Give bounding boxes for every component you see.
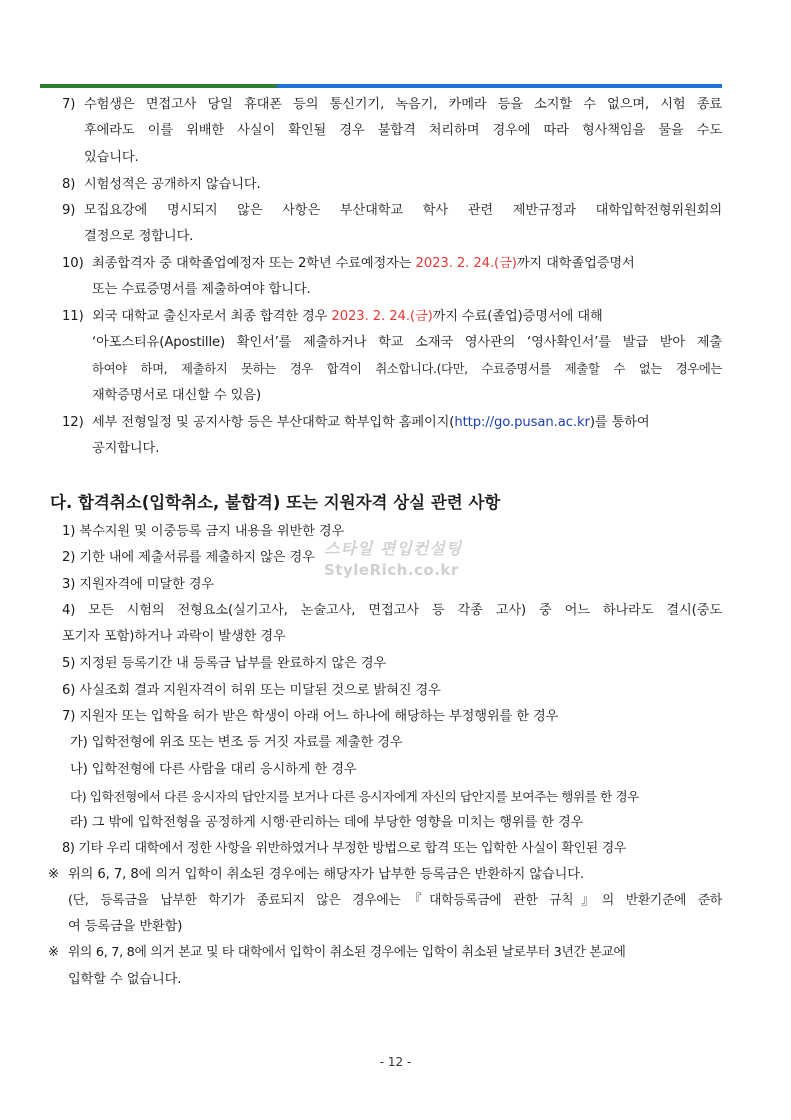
item-text: 공지합니다.: [92, 441, 160, 456]
item-text: 후에라도 이를 위배한 사실이 확인될 경우 불합격 처리하며 경우에 따라 형사책임을 물을 수도: [84, 123, 722, 138]
item-text: 하여야 하며, 제출하지 못하는 경우 합격이 취소합니다.(다만, 수료증명서를 제출할 수 없는 경우에는: [92, 361, 722, 376]
item-number: 10): [62, 256, 84, 271]
note-text: (단, 등록금을 납부한 학기가 종료되지 않은 경우에는『대학등록금에 관한 규칙』의 반환기준에 준하: [68, 893, 722, 908]
list-item: 8) 기타 우리 대학에서 정한 사항을 위반하였거나 부정한 방법으로 합격 또는 입학한 사실이 확인된 경우: [62, 841, 627, 856]
note-text: 위의 6, 7, 8에 의거 입학이 취소된 경우에는 해당자가 납부한 등록금은 반환하지 않습니다.: [68, 867, 584, 882]
item-number: 8): [62, 177, 76, 192]
item-text: 있습니다.: [84, 150, 139, 165]
item-text: 또는 수료증명서를 제출하여야 합니다.: [92, 282, 311, 297]
item-text: 최종합격자 중 대학졸업예정자 또는 2학년 수료예정자는 2023. 2. 24.(금)까지 대학졸업증명서: [92, 256, 635, 271]
homepage-link[interactable]: http://go.pusan.ac.kr: [454, 415, 590, 430]
item-text: 수험생은 면접고사 당일 휴대폰 등의 통신기기, 녹음기, 카메라 등을 소지할 수 없으며, 시험 종료: [84, 97, 722, 112]
list-item: 1) 복수지원 및 이중등록 금지 내용을 위반한 경우: [62, 524, 345, 539]
item-text: 모집요강에 명시되지 않은 사항은 부산대학교 학사 관련 제반규정과 대학입학전형위원회의: [84, 203, 722, 218]
item-number: 9): [62, 203, 76, 218]
note-text: 입학할 수 없습니다.: [68, 972, 182, 987]
watermark: 스타일 편입컨설팅 StyleRich.co.kr: [324, 539, 463, 579]
page-number: - 12 -: [379, 1055, 412, 1069]
sub-list-item: 가) 입학전형에 위조 또는 변조 등 거짓 자료를 제출한 경우: [70, 735, 403, 750]
sub-list-item: 다) 입학전형에서 다른 응시자의 답안지를 보거나 다른 응시자에게 자신의 답안지를 보여주는 행위를 한 경우: [70, 789, 640, 804]
item-text: 재학증명서로 대신할 수 있음): [92, 388, 261, 403]
item-number: 11): [62, 309, 84, 324]
item-text: 세부 전형일정 및 공지사항 등은 부산대학교 학부입학 홈페이지(http://go.pusan.ac.kr)를 통하여: [92, 415, 650, 430]
note-mark: ※: [48, 867, 59, 882]
item-text: ‘아포스티유(Apostille) 확인서’를 제출하거나 학교 소재국 영사관의 ‘영사확인서’를 발급 받아 제출: [92, 335, 722, 350]
deadline-date: 2023. 2. 24.(금): [415, 256, 517, 271]
note-text: 위의 6, 7, 8에 의거 본교 및 타 대학에서 입학이 취소된 경우에는 입학이 취소된 날로부터 3년간 본교에: [68, 945, 626, 960]
list-item: 2) 기한 내에 제출서류를 제출하지 않은 경우: [62, 550, 315, 565]
item-number: 7): [62, 97, 76, 112]
item-text: 시험성적은 공개하지 않습니다.: [84, 177, 261, 192]
section-heading: 다. 합격취소(입학취소, 불합격) 또는 지원자격 상실 관련 사항: [50, 493, 501, 512]
sub-list-item: 나) 입학전형에 다른 사람을 대리 응시하게 한 경우: [70, 762, 357, 777]
item-text: 외국 대학교 출신자로서 최종 합격한 경우 2023. 2. 24.(금)까지 수료(졸업)증명서에 대해: [92, 309, 603, 324]
list-item: 3) 지원자격에 미달한 경우: [62, 577, 215, 592]
list-item: 5) 지정된 등록기간 내 등록금 납부를 완료하지 않은 경우: [62, 656, 387, 671]
deadline-date: 2023. 2. 24.(금): [331, 309, 433, 324]
item-number: 12): [62, 415, 84, 430]
item-text: 결정으로 정합니다.: [84, 229, 194, 244]
note-text: 여 등록금을 반환함): [68, 919, 183, 934]
list-item: 6) 사실조회 결과 지원자격이 허위 또는 미달된 것으로 밝혀진 경우: [62, 683, 441, 698]
top-color-bar: [40, 84, 722, 88]
note-mark: ※: [48, 945, 59, 960]
list-item-continuation: 포기자 포함)하거나 과락이 발생한 경우: [62, 629, 286, 644]
sub-list-item: 라) 그 밖에 입학전형을 공정하게 시행·관리하는 데에 부당한 영향을 미치는 행위를 한 경우: [70, 815, 584, 830]
list-item: 4) 모든 시험의 전형요소(실기고사, 논술고사, 면접고사 등 각종 고사) 중 어느 하나라도 결시(중도: [62, 603, 722, 618]
list-item: 7) 지원자 또는 입학을 허가 받은 학생이 아래 어느 하나에 해당하는 부정행위를 한 경우: [62, 709, 559, 724]
